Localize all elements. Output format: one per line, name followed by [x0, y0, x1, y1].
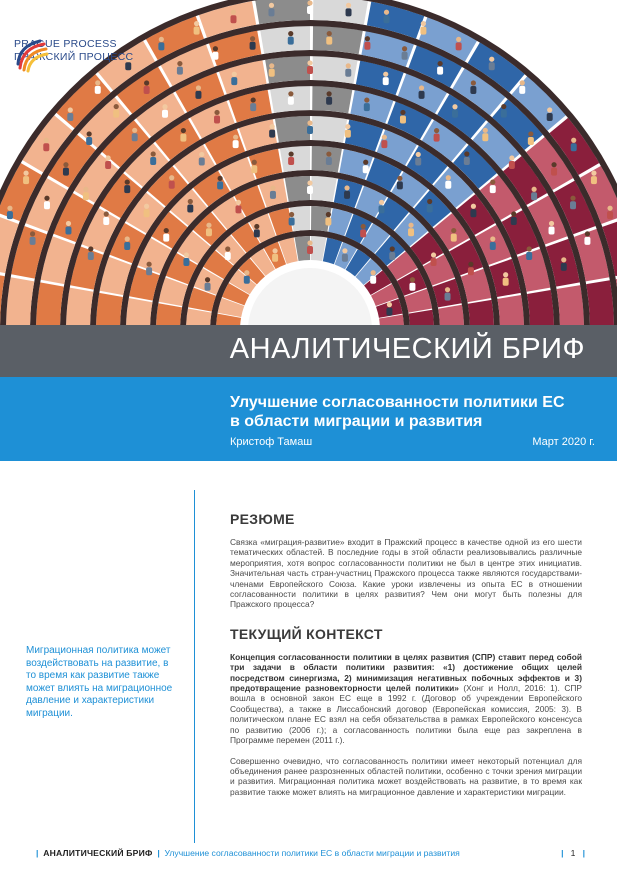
- seating-ring-segment: [438, 305, 464, 325]
- seated-person-figure: [86, 131, 92, 145]
- seating-ring-segment: [312, 86, 352, 113]
- seated-person-figure: [561, 257, 567, 271]
- seated-person-figure: [490, 179, 496, 193]
- logo-text-en: PRAGUE PROCESS: [14, 38, 117, 50]
- seated-person-figure: [345, 124, 351, 138]
- footer-separator: |: [582, 848, 585, 858]
- seated-person-figure: [169, 175, 175, 189]
- seated-person-figure: [531, 187, 537, 201]
- seated-person-figure: [150, 151, 156, 165]
- logo-swoosh-icon: [14, 38, 50, 74]
- stage-floor: [248, 268, 372, 325]
- seated-person-figure: [427, 199, 433, 213]
- seated-person-figure: [269, 124, 275, 138]
- seated-person-figure: [591, 171, 597, 185]
- title-band: [0, 377, 617, 461]
- seated-person-figure: [288, 151, 294, 165]
- sidebar-pull-quote: Миграционная политика может воздействовать на развитие, в то время как развитие также может влиять на миграционное давление и характеристики миграции.: [26, 645, 173, 719]
- summary-heading: РЕЗЮМЕ: [230, 511, 295, 527]
- seated-person-figure: [206, 223, 212, 237]
- seated-person-figure: [325, 212, 331, 226]
- seating-ring-segment: [468, 300, 494, 325]
- seated-person-figure: [146, 262, 152, 276]
- seated-person-figure: [409, 277, 415, 291]
- seated-person-figure: [384, 10, 390, 24]
- seated-person-figure: [180, 128, 186, 142]
- seated-person-figure: [360, 224, 366, 238]
- seated-person-figure: [144, 80, 150, 94]
- seated-person-figure: [511, 211, 517, 225]
- seated-person-figure: [254, 224, 260, 238]
- seated-person-figure: [307, 0, 313, 14]
- seated-person-figure: [570, 196, 576, 210]
- seated-person-figure: [445, 287, 451, 301]
- seated-person-figure: [383, 72, 389, 86]
- seated-person-figure: [386, 302, 392, 316]
- logo-text-ru: ПРАЖСКИЙ ПРОЦЕСС: [14, 51, 134, 63]
- seated-person-figure: [272, 248, 278, 262]
- seated-person-figure: [501, 104, 507, 118]
- footer-doc-type: АНАЛИТИЧЕСКИЙ БРИФ: [43, 848, 153, 858]
- seated-person-figure: [23, 171, 29, 185]
- context-paragraph-2: Совершенно очевидно, что согласованность политики имеет некоторый потенциал для объединения ранее разрозненных областей политики, особенно с точки зрения миграции и развития. Миграционная политика может воздействовать на развитие, в то время как развитие также может влиять на миграционное давление и характеристики миграции.: [230, 755, 582, 797]
- seating-ring-segment: [313, 26, 363, 54]
- seating-ring-segment: [280, 146, 310, 172]
- seated-person-figure: [195, 85, 201, 99]
- seated-person-figure: [177, 61, 183, 75]
- seated-person-figure: [65, 221, 71, 235]
- seated-person-figure: [270, 185, 276, 199]
- seating-ring-segment: [126, 298, 152, 325]
- document-type-bar: [0, 325, 617, 377]
- seating-ring-segment: [275, 116, 310, 143]
- seated-person-figure: [233, 135, 239, 149]
- seated-person-figure: [584, 231, 590, 245]
- seated-person-figure: [344, 185, 350, 199]
- seated-person-figure: [445, 175, 451, 189]
- seated-person-figure: [44, 196, 50, 210]
- seating-ring-segment: [311, 176, 336, 202]
- page-footer: [0, 848, 617, 862]
- seated-person-figure: [307, 120, 313, 134]
- context-lead-rest: (Хонг и Нолл, 2016: 1). СПР вошла в основной закон ЕС еще в 1992 г. (Договор об учреждении Европейского Сообщества), а также в Лиссабонский договор (Европейская комиссия, 2005: 3). В политическом плане ЕС взял на себя обязательства в рамках Европейского консенсуса по развитию (2006 г.); а согласованность политики была еще раз закреплена в Программе перемен (2011 г.).: [230, 683, 582, 746]
- seating-ring-segment: [312, 116, 347, 143]
- seated-person-figure: [268, 3, 274, 17]
- seated-person-figure: [489, 57, 495, 71]
- seated-person-figure: [526, 246, 532, 260]
- seated-person-figure: [468, 262, 474, 276]
- seated-person-figure: [269, 63, 275, 77]
- seated-person-figure: [183, 252, 189, 266]
- seating-ring-segment: [497, 295, 524, 325]
- seated-person-figure: [389, 246, 395, 260]
- seated-person-figure: [431, 252, 437, 266]
- seating-ring-segment: [557, 285, 584, 325]
- seated-person-figure: [571, 138, 577, 152]
- seated-person-figure: [370, 270, 376, 284]
- seated-person-figure: [67, 107, 73, 121]
- seating-ring-segment: [527, 290, 554, 325]
- seated-person-figure: [7, 206, 13, 220]
- seating-ring-segment: [260, 26, 310, 54]
- seating-ring-segment: [285, 176, 310, 202]
- seating-ring-segment: [96, 293, 123, 325]
- seated-person-figure: [103, 211, 109, 225]
- seating-ring-segment: [66, 288, 93, 325]
- seated-person-figure: [30, 231, 36, 245]
- seated-person-figure: [364, 36, 370, 50]
- seated-person-figure: [326, 31, 332, 45]
- seated-person-figure: [607, 206, 613, 220]
- seated-person-figure: [205, 277, 211, 291]
- seating-ring-segment: [409, 310, 434, 325]
- seated-person-figure: [490, 236, 496, 250]
- seated-person-figure: [124, 179, 130, 193]
- seated-person-figure: [456, 37, 462, 51]
- seated-person-figure: [551, 162, 557, 176]
- seated-person-figure: [346, 3, 352, 17]
- seated-person-figure: [363, 160, 369, 174]
- page-number: 1: [570, 848, 576, 858]
- main-content: [230, 511, 582, 810]
- seated-person-figure: [288, 91, 294, 105]
- seated-person-figure: [307, 60, 313, 74]
- seated-person-figure: [326, 151, 332, 165]
- seated-person-figure: [503, 272, 509, 286]
- seated-person-figure: [452, 104, 458, 118]
- seating-ring-segment: [36, 282, 64, 325]
- seated-person-figure: [408, 223, 414, 237]
- seated-person-figure: [509, 155, 515, 169]
- footer-separator: |: [36, 848, 39, 858]
- seated-person-figure: [63, 162, 69, 176]
- column-divider: [194, 490, 195, 843]
- seated-person-figure: [194, 21, 200, 35]
- seating-ring-segment: [6, 277, 34, 325]
- seated-person-figure: [124, 236, 130, 250]
- seating-ring-segment: [186, 308, 212, 325]
- seated-person-figure: [400, 110, 406, 124]
- seated-person-figure: [132, 128, 138, 142]
- seated-person-figure: [144, 204, 150, 218]
- seated-person-figure: [397, 176, 403, 190]
- footer-title: Улучшение согласованности политики ЕС в области миграции и развития: [164, 848, 460, 858]
- seated-person-figure: [345, 63, 351, 77]
- summary-paragraph: Связка «миграция-развитие» входит в Пражский процесс в качестве одной из его шести тематических областей. В последние годы в этой области реализовывались различные мероприятия, хотя вопрос согласованности политики не был в центре этих инициатив. Значительная часть стран-участниц Пражского процесса также являются государствами-членами Европейского Союза. Какие уроки извлечены из опыта ЕС в отношении согласованности политики в целях развития? Чем они могут быть полезны для Пражского процесса?: [230, 537, 582, 610]
- seated-person-figure: [326, 91, 332, 105]
- seated-person-figure: [451, 228, 457, 242]
- seated-person-figure: [470, 80, 476, 94]
- seated-person-figure: [43, 138, 49, 152]
- seated-person-figure: [83, 187, 89, 201]
- seated-person-figure: [251, 160, 257, 174]
- seated-person-figure: [235, 200, 241, 214]
- seated-person-figure: [289, 212, 295, 226]
- seated-person-figure: [437, 61, 443, 75]
- seated-person-figure: [528, 131, 534, 145]
- seated-person-figure: [231, 72, 237, 86]
- seating-ring-segment: [156, 303, 182, 325]
- seated-person-figure: [95, 80, 101, 94]
- seated-person-figure: [420, 21, 426, 35]
- seated-person-figure: [342, 248, 348, 262]
- footer-separator: |: [157, 848, 160, 858]
- seated-person-figure: [158, 37, 164, 51]
- seated-person-figure: [230, 10, 236, 24]
- seated-person-figure: [163, 228, 169, 242]
- seated-person-figure: [162, 104, 168, 118]
- seated-person-figure: [244, 270, 250, 284]
- seated-person-figure: [434, 128, 440, 142]
- seated-person-figure: [549, 221, 555, 235]
- seated-person-figure: [519, 80, 525, 94]
- seated-person-figure: [187, 199, 193, 213]
- seated-person-figure: [415, 152, 421, 166]
- seated-person-figure: [113, 104, 119, 118]
- seated-person-figure: [464, 151, 470, 165]
- seated-person-figure: [402, 46, 408, 60]
- cover-illustration: [0, 0, 617, 325]
- seated-person-figure: [307, 240, 313, 254]
- seated-person-figure: [470, 204, 476, 218]
- seated-person-figure: [212, 46, 218, 60]
- seated-person-figure: [307, 180, 313, 194]
- author-name: Кристоф Тамаш: [230, 436, 313, 448]
- context-lead-bold: Концепция согласованности политики в целях развития (СПР) ставит перед собой три задачи в области политики развития: «1) достижение общих целей посредством синергизма, 2) минимизация негативных побочных эффектов и 3) предотвращение разновекторности целей политики»: [230, 651, 582, 694]
- context-paragraph-1: [230, 652, 582, 746]
- publication-date: Март 2020 г.: [532, 436, 595, 448]
- document-type-label: АНАЛИТИЧЕСКИЙ БРИФ: [229, 333, 585, 365]
- seated-person-figure: [364, 97, 370, 111]
- seated-person-figure: [217, 176, 223, 190]
- seated-person-figure: [250, 36, 256, 50]
- seated-person-figure: [225, 246, 231, 260]
- seated-person-figure: [288, 31, 294, 45]
- seated-person-figure: [379, 200, 385, 214]
- seated-person-figure: [419, 85, 425, 99]
- seated-person-figure: [88, 246, 94, 260]
- prague-process-logo: [14, 38, 133, 64]
- seated-person-figure: [250, 97, 256, 111]
- seated-person-figure: [482, 128, 488, 142]
- footer-separator: |: [561, 848, 564, 858]
- context-heading: ТЕКУЩИЙ КОНТЕКСТ: [230, 625, 383, 642]
- seated-person-figure: [547, 107, 553, 121]
- seated-person-figure: [381, 135, 387, 149]
- document-title: Улучшение согласованности политики ЕС в области миграции и развития: [230, 394, 565, 430]
- seating-ring-segment: [586, 280, 614, 325]
- seated-person-figure: [199, 152, 205, 166]
- seated-person-figure: [105, 155, 111, 169]
- seated-person-figure: [214, 110, 220, 124]
